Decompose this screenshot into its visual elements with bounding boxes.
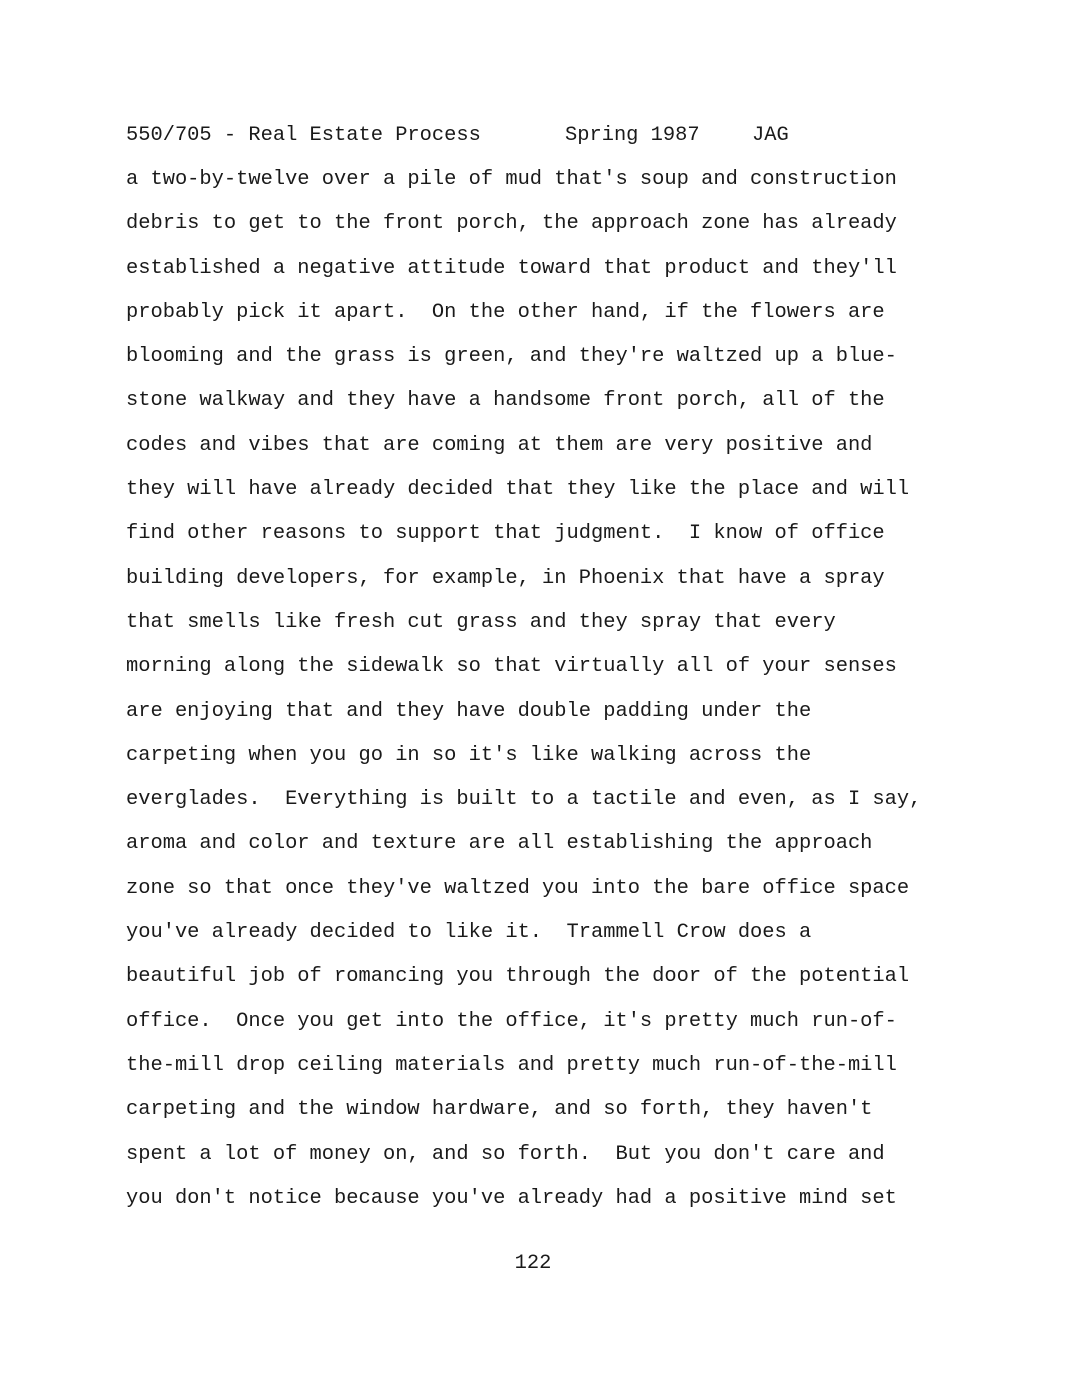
text-line: blooming and the grass is green, and they're waltzed up a blue- bbox=[126, 345, 897, 369]
text-line: stone walkway and they have a handsome front porch, all of the bbox=[126, 389, 885, 413]
text-line: a two-by-twelve over a pile of mud that's soup and construction bbox=[126, 168, 897, 191]
text-line: aroma and color and texture are all establishing the approach bbox=[126, 832, 873, 856]
text-line: that smells like fresh cut grass and they spray that every bbox=[126, 610, 836, 634]
text-line: office. Once you get into the office, it's pretty much run-of- bbox=[126, 1009, 897, 1033]
text-line: building developers, for example, in Phoenix that have a spray bbox=[126, 566, 885, 590]
text-line: the-mill drop ceiling materials and pretty much run-of-the-mill bbox=[126, 1053, 897, 1077]
text-line: probably pick it apart. On the other hand, if the flowers are bbox=[126, 300, 885, 324]
text-line: debris to get to the front porch, the approach zone has already bbox=[126, 212, 897, 236]
text-line: spent a lot of money on, and so forth. But you don't care and bbox=[126, 1142, 885, 1166]
text-line: established a negative attitude toward that product and they'll bbox=[126, 256, 897, 280]
text-line: everglades. Everything is built to a tactile and even, as I say, bbox=[126, 788, 922, 812]
text-line: carpeting and the window hardware, and so forth, they haven't bbox=[126, 1098, 873, 1122]
text-line: beautiful job of romancing you through the door of the potential bbox=[126, 965, 910, 989]
term-label: Spring 1987 bbox=[565, 124, 700, 147]
transcript-body bbox=[126, 166, 956, 1229]
page-header bbox=[126, 122, 789, 150]
text-line: you've already decided to like it. Trammell Crow does a bbox=[126, 921, 812, 945]
author-initials: JAG bbox=[752, 124, 789, 147]
text-line: you don't notice because you've already had a positive mind set bbox=[126, 1186, 897, 1210]
text-line: morning along the sidewalk so that virtually all of your senses bbox=[126, 655, 897, 679]
text-line: find other reasons to support that judgment. I know of office bbox=[126, 522, 885, 546]
course-title: 550/705 - Real Estate Process bbox=[126, 124, 481, 147]
text-line: they will have already decided that they like the place and will bbox=[126, 478, 910, 502]
page-number: 122 bbox=[514, 1252, 552, 1275]
text-line: codes and vibes that are coming at them are very positive and bbox=[126, 433, 873, 457]
text-line: carpeting when you go in so it's like walking across the bbox=[126, 743, 812, 767]
text-line: are enjoying that and they have double padding under the bbox=[126, 699, 812, 723]
text-line: zone so that once they've waltzed you into the bare office space bbox=[126, 876, 910, 900]
